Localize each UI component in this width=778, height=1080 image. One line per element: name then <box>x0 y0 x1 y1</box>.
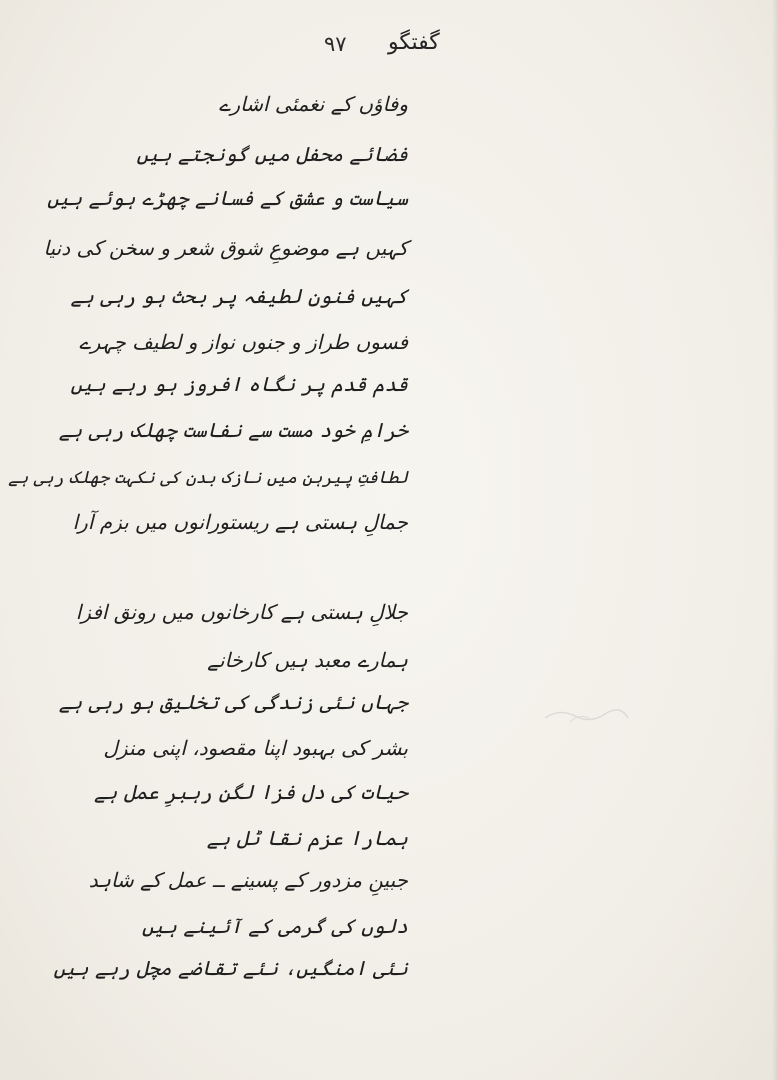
verse-line: حیات کی دل فزا لگن رہبرِ عمل ہے <box>93 780 408 804</box>
verse-line: فضائے محفل میں گونجتے ہیں <box>136 142 408 166</box>
verse-line: جمالِ ہستی ہے ریستورانوں میں بزم آرا <box>72 510 408 534</box>
verse-line: جہاں نئی زندگی کی تخلیق ہو رہی ہے <box>58 690 408 714</box>
verse-line: کہیں ہے موضوعِ شوق شعر و سخن کی دنیا <box>43 236 408 260</box>
verse-line: سیاست و عشق کے فسانے چھڑے ہوئے ہیں <box>47 186 408 210</box>
verse-line: خرامِ خود مست سے نفاست چھلک رہی ہے <box>58 418 408 442</box>
verse-line: نئی امنگیں، نئے تقاضے مچل رہے ہیں <box>53 956 408 980</box>
verse-line: ہمارا عزم نقا ٹل ہے <box>206 826 408 850</box>
verse-line: ہمارے معبد ہیں کارخانے <box>207 648 408 672</box>
verse-line: لطافتِ پیرہن میں نازک بدن کی نکہت جھلک رہی ہے <box>8 468 408 488</box>
verse-line: بشر کی بہبود اپنا مقصود، اپنی منزل <box>103 736 408 760</box>
verse-line: وفاؤں کے نغمئی اشارے <box>218 92 408 116</box>
verse-line: دلوں کی گرمی کے آئینے ہیں <box>141 914 408 938</box>
verse-line: جلالِ ہستی ہے کارخانوں میں رونق افزا <box>75 600 408 624</box>
verse-line: کہیں فنونِ لطیفہ پر بحث ہو رہی ہے <box>70 284 408 308</box>
running-title: گفتگو <box>388 30 440 55</box>
verse-line: جبینِ مزدور کے پسینے ــ عمل کے شاہد <box>88 868 408 892</box>
verse-line: قدم قدم پر نگاہ افروز ہو رہے ہیں <box>70 372 408 396</box>
page-number: ٩٧ <box>324 32 347 56</box>
verse-line: فسوں طراز و جنوں نواز و لطیف چہرے <box>78 330 408 354</box>
